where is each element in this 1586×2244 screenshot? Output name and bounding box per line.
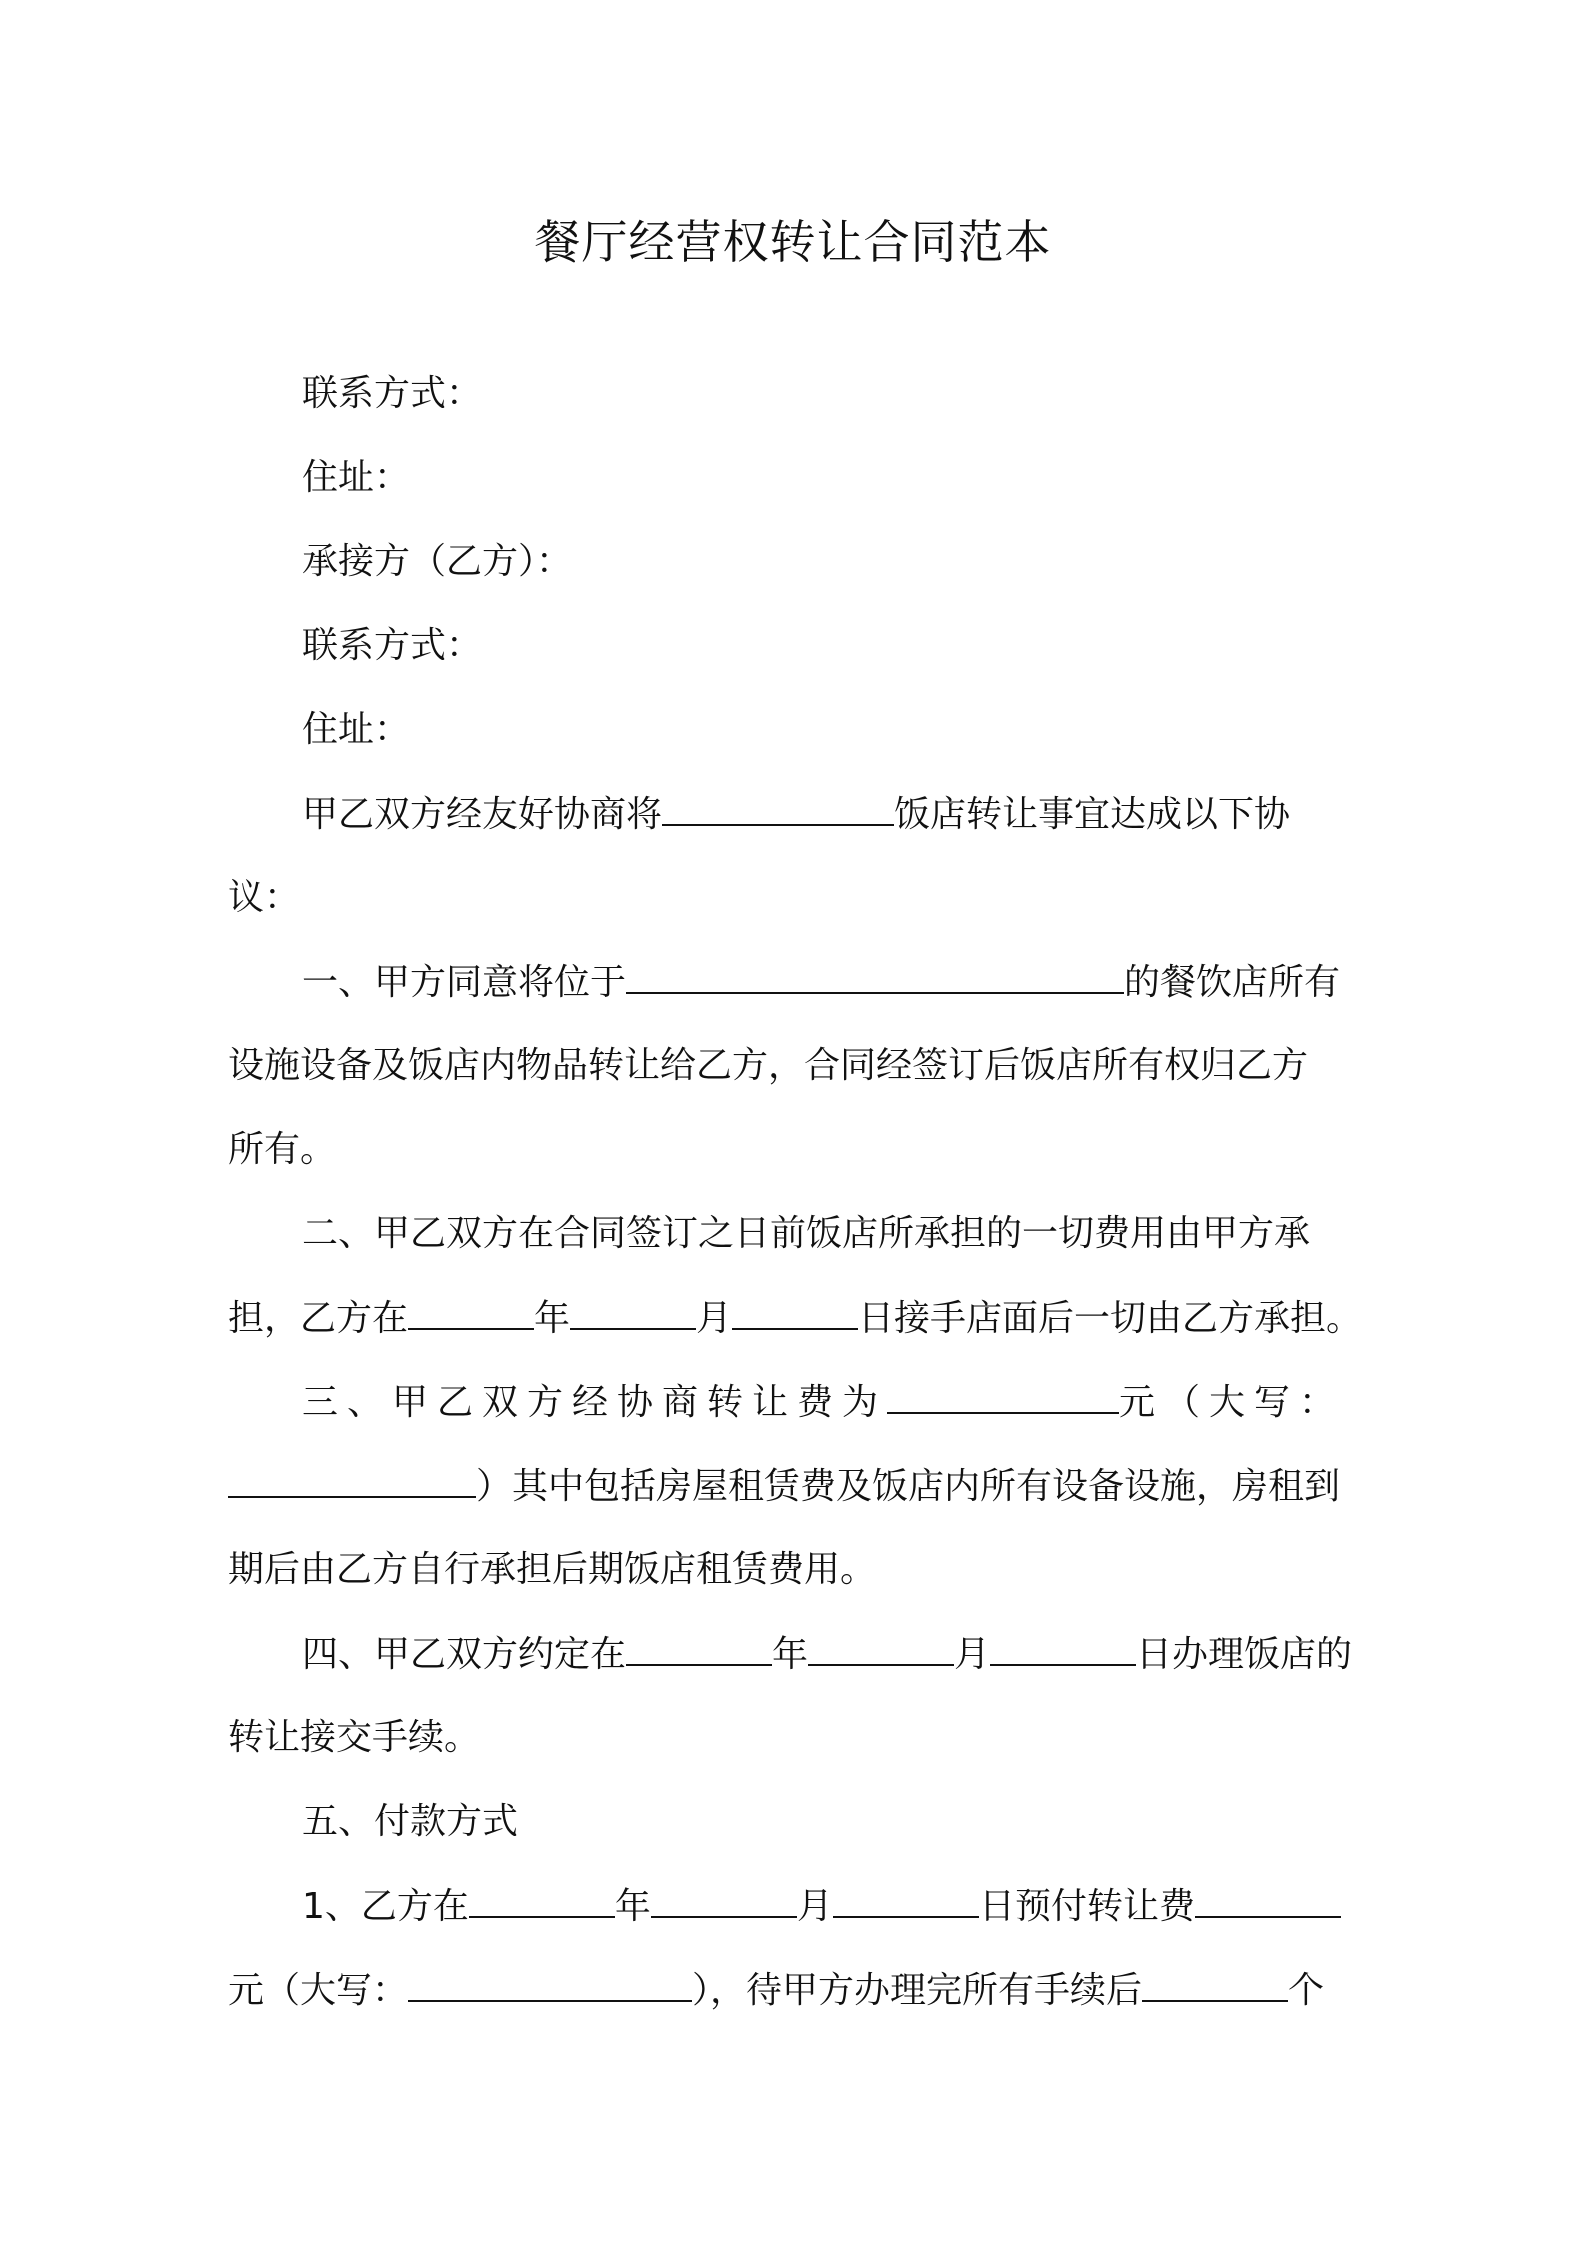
party-a-address-label: 住址： <box>302 457 411 498</box>
prepay-amount-blank <box>1195 1882 1341 1918</box>
transfer-fee-uppercase-blank <box>228 1462 476 1498</box>
handover-month-blank <box>808 1630 954 1666</box>
takeover-year-blank <box>408 1294 534 1330</box>
clause-1-text-start: 一、甲方同意将位于 <box>302 962 627 1003</box>
clause-4-year-label: 年 <box>772 1634 809 1675</box>
takeover-day-blank <box>732 1294 858 1330</box>
party-b-address-label: 住址： <box>302 709 411 750</box>
clause-4-text-end: 日办理饭店的 <box>1136 1634 1353 1675</box>
intro-line-1 <box>302 790 1290 839</box>
payment-1-text-start: 1、乙方在 <box>302 1886 469 1927</box>
payment-1-line-1 <box>302 1882 1341 1931</box>
party-b-contact-label: 联系方式： <box>302 625 483 666</box>
clause-3-line-2 <box>228 1462 1340 1511</box>
clause-3-line-1 <box>302 1378 1344 1427</box>
clause-2-line-2 <box>228 1294 1362 1343</box>
clause-4-line-2: 转让接交手续。 <box>228 1717 481 1758</box>
payment-1-text-end: 个 <box>1288 1970 1325 2011</box>
handover-day-blank <box>990 1630 1136 1666</box>
clause-1-line-2: 设施设备及饭店内物品转让给乙方，合同经签订后饭店所有权归乙方 <box>228 1045 1309 1086</box>
prepay-uppercase-blank <box>408 1966 692 2002</box>
handover-year-blank <box>626 1630 772 1666</box>
clause-2-year-label: 年 <box>534 1298 571 1339</box>
clause-4-month-label: 月 <box>954 1634 991 1675</box>
payment-1-text-mid: 日预付转让费 <box>978 1886 1195 1927</box>
prepay-month-blank <box>651 1882 797 1918</box>
payment-1-year-label: 年 <box>614 1886 651 1927</box>
clause-3-text-start: 三、甲乙双方经协商转让费为 <box>302 1382 888 1423</box>
intro-text-end: 饭店转让事宜达成以下协 <box>894 794 1291 835</box>
clause-5-heading: 五、付款方式 <box>302 1801 519 1842</box>
prepay-day-blank <box>833 1882 979 1918</box>
party-a-contact-label: 联系方式： <box>302 373 483 414</box>
location-blank <box>626 958 1124 994</box>
intro-line-2: 议： <box>228 877 301 918</box>
period-blank <box>1142 1966 1288 2002</box>
clause-3-line-3: 期后由乙方自行承担后期饭店租赁费用。 <box>228 1549 877 1590</box>
clause-4-line-1 <box>302 1630 1352 1679</box>
prepay-year-blank <box>469 1882 615 1918</box>
intro-text-start: 甲乙双方经友好协商将 <box>302 794 663 835</box>
clause-2-line-1: 二、甲乙双方在合同签订之日前饭店所承担的一切费用由甲方承 <box>302 1213 1311 1254</box>
takeover-month-blank <box>570 1294 696 1330</box>
clause-2-text-end: 日接手店面后一切由乙方承担。 <box>858 1298 1363 1339</box>
payment-1-line-2 <box>228 1966 1324 2015</box>
clause-3-text-cont: ）其中包括房屋租赁费及饭店内所有设备设施，房租到 <box>476 1466 1341 1507</box>
clause-2-month-label: 月 <box>696 1298 733 1339</box>
transfer-fee-blank <box>887 1378 1119 1414</box>
clause-1-line-1 <box>302 958 1340 1007</box>
payment-1-text-after: ），待甲方办理完所有手续后 <box>692 1970 1143 2011</box>
party-b-label: 承接方（乙方）： <box>302 541 573 582</box>
clause-4-text-start: 四、甲乙双方约定在 <box>302 1634 627 1675</box>
clause-1-text-end: 的餐饮店所有 <box>1124 962 1341 1003</box>
document-title: 餐厅经营权转让合同范本 <box>534 215 1052 269</box>
payment-1-text-cont: 元（大写： <box>228 1970 409 2011</box>
restaurant-name-blank <box>662 790 894 826</box>
clause-3-text-mid: 元（大写： <box>1119 1382 1345 1423</box>
payment-1-month-label: 月 <box>796 1886 833 1927</box>
clause-2-text-start: 担，乙方在 <box>228 1298 409 1339</box>
clause-1-line-3: 所有。 <box>228 1129 337 1170</box>
